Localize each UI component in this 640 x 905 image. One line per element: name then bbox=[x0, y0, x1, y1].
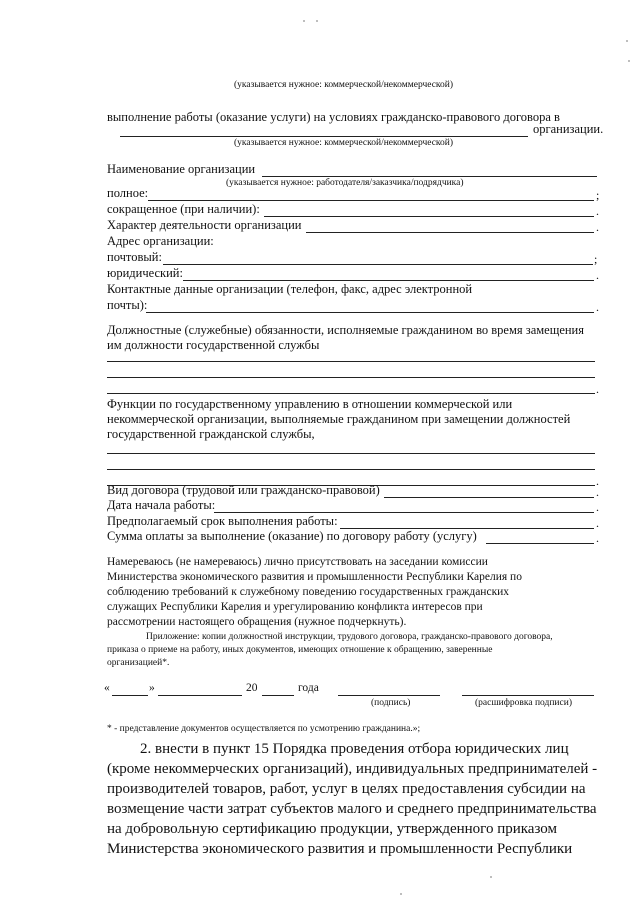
term-label: Предполагаемый срок выполнения работы: bbox=[107, 514, 338, 528]
intent-line-5: рассмотрении настоящего обращения (нужное подчеркнуть). bbox=[107, 616, 407, 628]
org-name-label: Наименование организации bbox=[107, 162, 256, 176]
full-label: полное: bbox=[107, 186, 149, 200]
payment-label: Сумма оплаты за выполнение (оказание) по договору работу (услугу) bbox=[107, 529, 477, 543]
scan-speck bbox=[400, 893, 402, 895]
start-date-label: Дата начала работы: bbox=[107, 498, 216, 512]
intent-line-4: служащих Республики Карелия и урегулированию конфликта интересов при bbox=[107, 601, 483, 613]
appendix-line-3: организацией*. bbox=[107, 658, 170, 668]
amend-line-6: Министерства экономического развития и промышленности Республики bbox=[107, 841, 573, 857]
date-year-prefix: 20 bbox=[246, 682, 258, 694]
contacts-line-2: почты): bbox=[107, 298, 148, 312]
duties-blank-3 bbox=[107, 393, 595, 394]
note-type-mid: (указывается нужное: коммерческой/некоммерческой) bbox=[234, 138, 454, 148]
duties-line-1: Должностные (служебные) обязанности, исполняемые гражданином во время замещения bbox=[107, 323, 584, 337]
functions-line-2: некоммерческой организации, выполняемые гражданином при замещении должностей bbox=[107, 412, 571, 426]
postal-label: почтовый: bbox=[107, 250, 162, 264]
amend-line-3: производителей товаров, работ, услуг в целях предоставления субсидии на bbox=[107, 781, 586, 797]
payment-blank bbox=[486, 543, 594, 544]
activity-blank bbox=[306, 232, 594, 233]
note-role: (указывается нужное: работодателя/заказчика/подрядчика) bbox=[226, 178, 464, 188]
date-close-quote: » bbox=[149, 682, 155, 694]
start-date-blank bbox=[214, 512, 594, 513]
appendix-line-2: приказа о приеме на работу, иных документов, имеющих отношение к обращению, заверенные bbox=[107, 645, 493, 655]
amend-line-4: возмещение части затрат субъектов малого и среднего предпринимательства bbox=[107, 801, 597, 817]
org-type-blank bbox=[120, 136, 528, 137]
full-name-blank bbox=[148, 200, 594, 201]
duties-line-2: им должности государственной службы bbox=[107, 338, 320, 352]
footnote: * - представление документов осуществляется по усмотрению гражданина.»; bbox=[107, 724, 421, 734]
contacts-line-1: Контактные данные организации (телефон, факс, адрес электронной bbox=[107, 282, 473, 296]
scan-speck bbox=[303, 20, 305, 22]
signature-caption: (подпись) bbox=[371, 698, 411, 708]
amend-line-5: на добровольную сертификацию продукции, утвержденного приказом bbox=[107, 821, 558, 837]
year-blank bbox=[262, 695, 294, 696]
functions-blank-1 bbox=[107, 453, 595, 454]
duties-blank-2 bbox=[107, 377, 595, 378]
decoding-caption: (расшифровка подписи) bbox=[475, 698, 572, 708]
functions-blank-2 bbox=[107, 469, 595, 470]
short-label: сокращенное (при наличии): bbox=[107, 202, 260, 216]
contract-type-label: Вид договора (трудовой или гражданско-правовой) bbox=[107, 483, 380, 497]
date-year-suffix: года bbox=[298, 682, 319, 694]
day-blank bbox=[112, 695, 148, 696]
functions-line-1: Функции по государственному управлению в отношении коммерческой или bbox=[107, 397, 513, 411]
duties-blank-1 bbox=[107, 361, 595, 362]
legal-label: юридический: bbox=[107, 266, 183, 280]
activity-label: Характер деятельности организации bbox=[107, 218, 302, 232]
scan-speck bbox=[626, 40, 628, 42]
short-name-blank bbox=[264, 216, 594, 217]
decoding-blank bbox=[462, 695, 594, 696]
appendix-line-1: Приложение: копии должностной инструкции, трудового договора, гражданско-правового договора, bbox=[146, 632, 553, 642]
scan-speck bbox=[316, 20, 318, 22]
contract-type-blank bbox=[384, 497, 594, 498]
note-type-top: (указывается нужное: коммерческой/некоммерческой) bbox=[234, 80, 454, 90]
intent-line-1: Намереваюсь (не намереваюсь) лично присутствовать на заседании комиссии bbox=[107, 556, 488, 568]
contacts-blank bbox=[146, 312, 594, 313]
month-blank bbox=[158, 695, 242, 696]
postal-blank bbox=[163, 264, 593, 265]
amend-line-1: 2. внести в пункт 15 Порядка проведения отбора юридических лиц bbox=[140, 741, 569, 757]
address-label: Адрес организации: bbox=[107, 234, 214, 248]
date-open-quote: « bbox=[104, 682, 110, 694]
signature-blank bbox=[338, 695, 440, 696]
work-line-2-end: организации. bbox=[533, 122, 604, 136]
intent-line-3: соблюдению требований к служебному поведению государственных гражданских bbox=[107, 586, 510, 598]
amend-line-2: (кроме некоммерческих организаций), индивидуальных предпринимателей - bbox=[107, 761, 598, 777]
scan-speck bbox=[628, 60, 630, 62]
legal-blank bbox=[183, 280, 594, 281]
intent-line-2: Министерства экономического развития и промышленности Республики Карелия по bbox=[107, 571, 522, 583]
scan-speck bbox=[490, 876, 492, 878]
functions-line-3: государственной гражданской службы, bbox=[107, 427, 315, 441]
org-name-blank bbox=[262, 176, 597, 177]
work-line-1: выполнение работы (оказание услуги) на условиях гражданско-правового договора в bbox=[107, 110, 560, 124]
